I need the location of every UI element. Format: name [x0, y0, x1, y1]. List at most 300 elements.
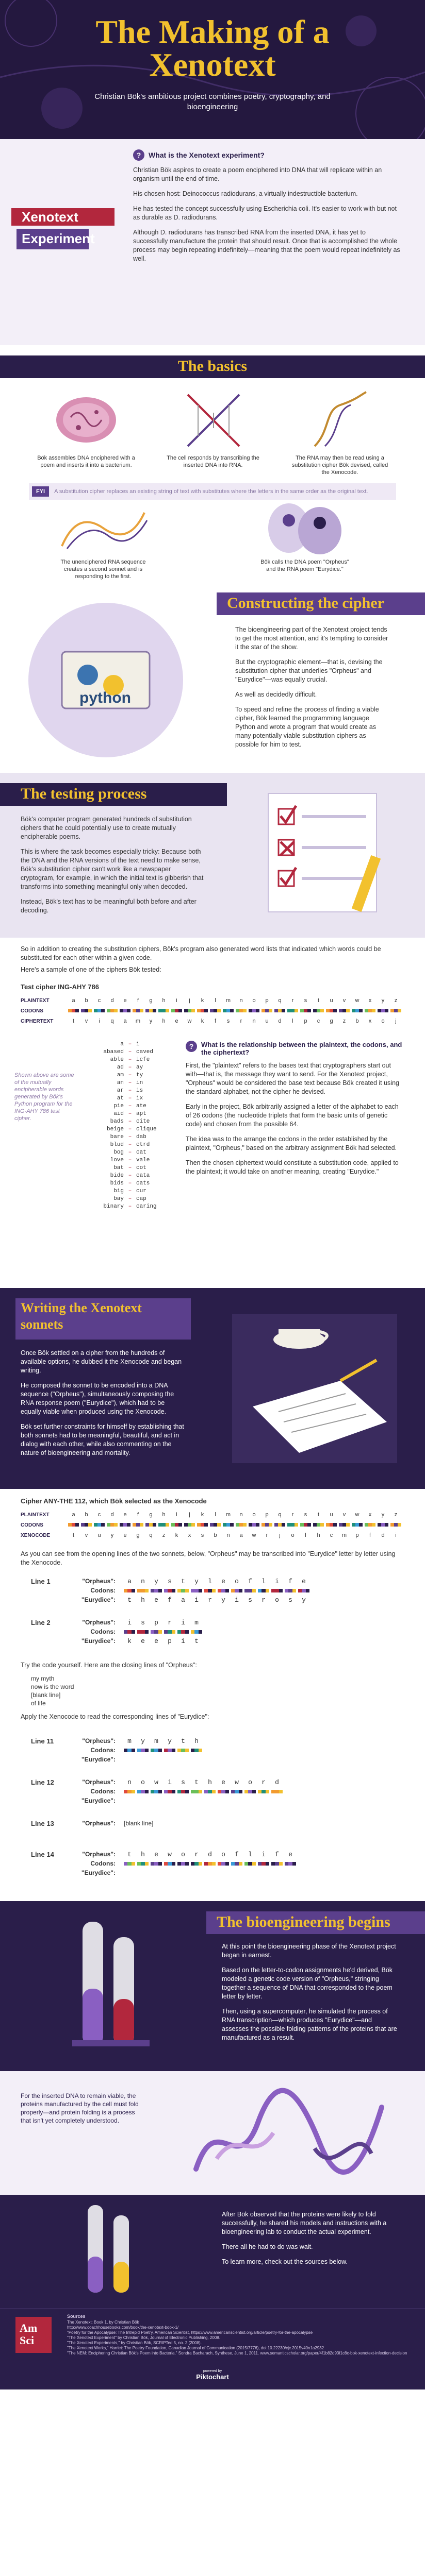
- codon-color-bar: [274, 1523, 286, 1527]
- fyi-note: [29, 483, 396, 500]
- test-cipher-letter-cell: p: [265, 997, 269, 1004]
- codon-color-bar: [124, 1862, 135, 1866]
- codon-color-bar: [249, 1009, 260, 1012]
- sonnet-letter: h: [141, 1850, 145, 1858]
- word-pair-dash: –: [128, 1180, 132, 1187]
- sonnet-line-row: [31, 1745, 392, 1755]
- sonnet-letter: d: [275, 1778, 279, 1786]
- sonnet-letter: t: [181, 1577, 185, 1585]
- source-2[interactable]: http://www.coachhousebooks.com/book/the-xenotext-book-1/: [67, 2325, 179, 2330]
- closing-lines: [31, 1674, 74, 1707]
- intro-p3: He has tested the concept successfully using Escherichia coli. It's easier to work with but not as durable as D. radiodurans.: [133, 205, 397, 221]
- bio-p3: Then, using a supercomputer, he simulated the process of RNA transcription—which produces "Eurydice"—and assesses the possible folding patterns of the proteins that are manufactured as a result.: [222, 2008, 397, 2041]
- word-plain: bat: [113, 1165, 124, 1171]
- xenocode-letter-cell: w: [252, 1532, 256, 1538]
- word-pair-dash: –: [128, 1095, 132, 1101]
- codon-color-bar: [177, 1589, 189, 1592]
- basics-step4: The unenciphered RNA sequence creates a second sonnet and is responding to the first.: [60, 559, 146, 580]
- codon-color-bar: [204, 1589, 216, 1592]
- test-cipher-letter-cell: t: [72, 1018, 75, 1024]
- sonnet-letter: e: [221, 1778, 225, 1786]
- header: [0, 0, 425, 139]
- codon-color-bar: [258, 1862, 269, 1866]
- word-pair-row: [88, 1095, 175, 1103]
- codon-color-bar: [164, 1790, 175, 1793]
- test-cipher-codon-cell: [260, 1008, 273, 1014]
- test-cipher-letter-cell: g: [149, 997, 153, 1004]
- sonnet-letter: w: [235, 1778, 239, 1786]
- xenocode-letter-cell: s: [304, 1512, 307, 1518]
- sonnet-line-head: [31, 1577, 392, 1586]
- try-text: Try the code yourself. Here are the closing lines of "Orpheus":: [21, 1662, 197, 1669]
- test-cipher-letter-cell: n: [239, 997, 243, 1004]
- codon-color-bar: [271, 1589, 283, 1592]
- xenocode-codon-cell: [67, 1522, 80, 1528]
- sonnet-codons: [124, 1862, 296, 1866]
- codon-color-bar: [197, 1523, 208, 1527]
- word-pair-row: [88, 1157, 175, 1164]
- xenocode-letter-cell: o: [252, 1512, 256, 1518]
- word-cipher: cur: [136, 1188, 146, 1194]
- testing-p1: Bök's computer program generated hundreds of substitution ciphers that he could potentially use to create mutually encipherable poems.: [21, 816, 192, 840]
- test-cipher-codon-cell: [196, 1008, 209, 1014]
- xenocode-codon-cell: [299, 1522, 312, 1528]
- fyi-badge: FYI: [32, 486, 49, 497]
- test-cipher-letter-cell: m: [135, 1018, 141, 1024]
- sonnet-letter: y: [221, 1596, 225, 1604]
- sonnet-letter: o: [248, 1778, 252, 1786]
- codon-color-bar: [298, 1589, 309, 1592]
- checklist-illustration: [258, 783, 402, 922]
- word-cipher: i: [136, 1041, 140, 1047]
- writing-illustration: [222, 1303, 407, 1473]
- sonnet-letter: s: [168, 1577, 172, 1585]
- sonnet-line-label: Line 12: [31, 1778, 54, 1786]
- word-pair-row: [88, 1126, 175, 1133]
- codon-color-bar: [365, 1009, 376, 1012]
- sonnet-row-label: "Eurydice":: [81, 1756, 116, 1763]
- dna-illustration: [177, 389, 250, 451]
- sonnet-line-row: [31, 1755, 392, 1764]
- final-section: [0, 2195, 425, 2308]
- test-cipher-codon-cell: [183, 1008, 196, 1014]
- codon-color-bar: [94, 1523, 105, 1527]
- sonnet-row-label: Codons:: [90, 1788, 116, 1795]
- test-cipher-codon-cell: [170, 1008, 183, 1014]
- word-plain: aid: [113, 1111, 124, 1117]
- codon-color-bar: [204, 1790, 216, 1793]
- codon-color-bar: [81, 1523, 92, 1527]
- xenocode-row-label: CODONS: [21, 1522, 43, 1528]
- orpheus-text: [124, 1578, 309, 1585]
- codon-color-bar: [120, 1523, 131, 1527]
- xenocode-codon-cell: [286, 1522, 299, 1528]
- orpheus-label: "Orpheus":: [82, 1619, 116, 1626]
- word-pair-row: [88, 1103, 175, 1110]
- sonnet-letter: e: [154, 1637, 158, 1645]
- orpheus-eurydice-illustration: [258, 500, 351, 556]
- sonnet-line-block: [31, 1577, 392, 1604]
- codon-color-bar: [378, 1009, 389, 1012]
- word-plain: a: [120, 1041, 124, 1047]
- codon-color-bar: [184, 1009, 195, 1012]
- sonnet-letter: k: [127, 1637, 132, 1645]
- word-pairs-list: [88, 1041, 175, 1211]
- sonnet-codons: [124, 1589, 309, 1592]
- brand-name: Piktochart: [196, 2373, 229, 2381]
- codon-color-bar: [223, 1523, 234, 1527]
- wordlist-question: What is the relationship between the plaintext, the codons, and the ciphertext?: [201, 1041, 402, 1056]
- codon-color-bar: [137, 1630, 149, 1634]
- cipher-section: [0, 592, 425, 773]
- sonnet-letter: o: [141, 1778, 145, 1786]
- test-cipher-letter-cell: h: [162, 997, 166, 1004]
- codon-color-bar: [313, 1523, 324, 1527]
- sonnet-line-block: [31, 1777, 392, 1805]
- word-pair-row: [88, 1172, 175, 1180]
- word-cipher: clique: [136, 1126, 157, 1132]
- codon-color-bar: [164, 1630, 175, 1634]
- protein-section: [0, 2071, 425, 2195]
- xenocode-letter-cell: b: [214, 1532, 217, 1538]
- sonnet-line-block: [31, 1736, 392, 1764]
- test-cipher-letter-cell: i: [176, 997, 177, 1004]
- codon-color-bar: [218, 1589, 229, 1592]
- xenocode-explain: As you can see from the opening lines of the two sonnets, below, "Orpheus" may be transcribed into "Eurydice" letter by letter using the Xenocode.: [21, 1550, 396, 1566]
- sonnet-letter: s: [248, 1596, 252, 1604]
- codon-color-bar: [231, 1790, 242, 1793]
- writing-heading-line1: Writing the Xenotext: [21, 1300, 142, 1315]
- word-cipher: cite: [136, 1118, 150, 1125]
- word-plain: pie: [113, 1103, 124, 1109]
- sonnet-letter: f: [168, 1596, 172, 1604]
- bio-heading: The bioengineering begins: [217, 1913, 390, 1930]
- codon-color-bar: [339, 1009, 350, 1012]
- wordlist-side-note: Shown above are some of the mutually encipherable words generated by Bök's Python program for the ING-AHY 786 test cipher.: [14, 1072, 74, 1122]
- sonnet-letter: n: [141, 1577, 145, 1585]
- sonnet-letter: h: [208, 1778, 212, 1786]
- try-section: [0, 1659, 425, 1731]
- sonnet-letter: y: [168, 1737, 172, 1745]
- codon-color-bar: [177, 1790, 189, 1793]
- codon-color-bar: [184, 1523, 195, 1527]
- test-cipher-letter-cell: g: [330, 1018, 333, 1024]
- codon-color-bar: [249, 1523, 260, 1527]
- sonnet-letter: r: [261, 1596, 266, 1604]
- word-pair-row: [88, 1203, 175, 1211]
- sonnet-letter: p: [154, 1618, 158, 1626]
- sonnet-letter: e: [154, 1850, 158, 1858]
- word-plain: beige: [106, 1126, 124, 1132]
- closing-line-3: [blank line]: [31, 1691, 61, 1699]
- sonnet-row-label: "Eurydice":: [81, 1637, 116, 1645]
- orpheus-text: [124, 1619, 202, 1626]
- sonnet-line-row: [31, 1796, 392, 1805]
- test-cipher-letter-cell: i: [99, 1018, 100, 1024]
- word-cipher: cat: [136, 1149, 146, 1156]
- word-plain: binary: [103, 1204, 124, 1210]
- test-cipher-letter-cell: s: [226, 1018, 230, 1024]
- codon-color-bar: [145, 1523, 157, 1527]
- test-cipher-letter-cell: d: [278, 1018, 282, 1024]
- word-pair-dash: –: [128, 1111, 132, 1117]
- word-pair-dash: –: [128, 1173, 132, 1179]
- test-cipher-letter-cell: r: [240, 1018, 242, 1024]
- writing-heading-line2: sonnets: [21, 1317, 63, 1332]
- sonnet-letter: i: [194, 1596, 199, 1604]
- sonnet-line-row: [31, 1787, 392, 1796]
- source-6: "The Xenotext Works," Harriet: The Poetry Foundation, Canadian Journal of Communication (2015/7776), doi:10.22230/cjc.2015v40n1a2932: [67, 2346, 324, 2350]
- xenocode-letter-cell: t: [317, 1512, 320, 1518]
- sonnet-row-label: Codons:: [90, 1628, 116, 1635]
- codon-color-bar: [244, 1790, 256, 1793]
- codon-color-bar: [287, 1523, 299, 1527]
- sonnet-line-head: [31, 1618, 392, 1627]
- codon-color-bar: [287, 1009, 299, 1012]
- sonnet-line-row: [31, 1586, 392, 1595]
- sonnet-letter: i: [275, 1577, 279, 1585]
- test-cipher-codon-cell: [132, 1008, 144, 1014]
- test-cipher-letter-cell: n: [252, 1018, 256, 1024]
- codon-color-bar: [158, 1009, 170, 1012]
- word-pair-dash: –: [128, 1064, 132, 1071]
- test-cipher-letter-cell: m: [225, 997, 231, 1004]
- test-cipher-codon-cell: [144, 1008, 157, 1014]
- test-cipher-codon-cell: [351, 1008, 364, 1014]
- word-pair-dash: –: [128, 1057, 132, 1063]
- xenocode-letter-cell: h: [317, 1532, 320, 1538]
- xenocode-letter-cell: g: [136, 1532, 140, 1538]
- fyi-text: A substitution cipher replaces an existing string of text with substitutes where the letters in the same order as the original text.: [54, 488, 368, 495]
- xenocode-letter-cell: v: [342, 1512, 346, 1518]
- question-icon: ?: [133, 149, 144, 161]
- xenocode-codon-cell: [196, 1522, 209, 1528]
- xenotext-badge: [11, 201, 115, 258]
- codon-color-bar: [107, 1523, 118, 1527]
- word-pair-dash: –: [128, 1126, 132, 1132]
- xenocode-letter-cell: s: [201, 1532, 204, 1538]
- word-plain: blud: [110, 1142, 124, 1148]
- word-pair-row: [88, 1064, 175, 1072]
- test-cipher-letter-cell: x: [368, 997, 372, 1004]
- xenocode-letter-cell: a: [72, 1512, 75, 1518]
- sonnet-letter: f: [275, 1850, 279, 1858]
- xenocode-letter-cell: k: [201, 1512, 204, 1518]
- sonnet-letter: l: [261, 1577, 266, 1585]
- sonnet-letter: h: [194, 1737, 199, 1745]
- word-plain: big: [113, 1188, 124, 1194]
- xenocode-codon-cell: [222, 1522, 235, 1528]
- test-cipher-row: [21, 1006, 413, 1016]
- xenocode-letter-cell: v: [85, 1532, 88, 1538]
- powered-by: powered by: [203, 2369, 222, 2373]
- codon-color-bar: [390, 1523, 402, 1527]
- sonnet-letter: r: [194, 1850, 199, 1858]
- test-cipher-codon-cell: [106, 1008, 119, 1014]
- codon-color-bar: [191, 1589, 202, 1592]
- codon-color-bar: [218, 1790, 229, 1793]
- piktochart-badge[interactable]: [186, 2369, 239, 2385]
- sonnet-lines-top: [0, 1571, 425, 1659]
- test-cipher-codon-cell: [119, 1008, 132, 1014]
- test-cipher-letter-cell: e: [175, 1018, 178, 1024]
- badge-line1: Xenotext: [22, 209, 78, 225]
- basics-section: [0, 345, 425, 592]
- testing-heading: The testing process: [21, 785, 147, 802]
- xenocode-codon-cell: [119, 1522, 132, 1528]
- codon-color-bar: [236, 1523, 247, 1527]
- writing-p2: He composed the sonnet to be encoded into a DNA sequence ("Orpheus"), simultaneously composing the RNA response poem ("Eurydice"), which had to be equally viable when produced using the Xenocode.: [21, 1382, 174, 1415]
- test-cipher-codon-cell: [286, 1008, 299, 1014]
- test-cipher-codon-cell: [93, 1008, 106, 1014]
- sonnet-letter: r: [208, 1596, 212, 1604]
- sonnet-line-row: [31, 1868, 392, 1877]
- wordlist-p1: First, the "plaintext" refers to the bases text that cryptographers start out with—that is, the message they want to send. For the Xenotext project, "Orpheus" would be considered the base text because Bök created it using the standard alphabet, not the cipher he devised.: [186, 1062, 399, 1095]
- word-pair-dash: –: [128, 1196, 132, 1202]
- orpheus-label: "Orpheus":: [82, 1578, 116, 1585]
- word-cipher: vale: [136, 1157, 150, 1163]
- cipher-p4: To speed and refine the process of finding a viable cipher, Bök learned the programming language Python and wrote a program that would create as many potentially viable substitution ciphers as possible for him to test.: [235, 706, 379, 748]
- sonnet-row-label: "Eurydice":: [81, 1596, 116, 1603]
- cipher-p2: But the cryptographic element—that is, devising the substitution cipher that underlies "Orpheus" and "Eurydice"—was equally crucial.: [235, 658, 383, 683]
- test-cipher-row-label: PLAINTEXT: [21, 997, 50, 1004]
- word-plain: love: [110, 1157, 124, 1163]
- xenocode-letter-cell: q: [278, 1512, 282, 1518]
- codon-color-bar: [177, 1630, 189, 1634]
- test-cipher-letter-cell: j: [395, 1018, 397, 1024]
- sonnet-codons: [124, 1630, 202, 1634]
- word-pair-dash: –: [128, 1134, 132, 1140]
- xenocode-codon-cell: [235, 1522, 248, 1528]
- amsci-logo: [15, 2317, 52, 2353]
- codon-color-bar: [271, 1790, 283, 1793]
- sonnet-line-label: Line 2: [31, 1618, 51, 1626]
- codon-color-bar: [145, 1009, 157, 1012]
- orpheus-text: [124, 1778, 283, 1786]
- word-pair-dash: –: [128, 1049, 132, 1055]
- codon-color-bar: [300, 1523, 312, 1527]
- xenocode-codon-cell: [248, 1522, 260, 1528]
- test-cipher-row-label: CIPHERTEXT: [21, 1018, 54, 1024]
- xenocode-codon-cell: [325, 1522, 338, 1528]
- codon-color-bar: [137, 1749, 149, 1752]
- codon-color-bar: [158, 1523, 170, 1527]
- test-cipher-letter-cell: d: [110, 997, 114, 1004]
- codon-color-bar: [164, 1749, 175, 1752]
- cipher-p3: As well as decidedly difficult.: [235, 691, 317, 698]
- sonnet-letter: i: [261, 1850, 266, 1858]
- word-pair-dash: –: [128, 1142, 132, 1148]
- codon-color-bar: [339, 1523, 350, 1527]
- word-plain: am: [117, 1072, 124, 1078]
- word-cipher: ix: [136, 1095, 143, 1101]
- sonnet-letter: p: [168, 1637, 172, 1645]
- test-cipher-row: [21, 1016, 413, 1026]
- test-cipher-letter-cell: o: [252, 997, 256, 1004]
- sonnet-letter: s: [181, 1778, 185, 1786]
- word-plain: bay: [113, 1196, 124, 1202]
- xenocode-letter-cell: i: [395, 1532, 397, 1538]
- test-cipher-letter-cell: z: [342, 1018, 346, 1024]
- word-plain: bog: [113, 1149, 124, 1156]
- sonnet-line-row: [31, 1636, 392, 1646]
- final-p1: After Bök observed that the proteins were likely to fold successfully, he shared his models and instructions with a bioengineering lab to conduct the actual experiment.: [222, 2211, 387, 2235]
- codon-color-bar: [300, 1009, 312, 1012]
- xenocode-codon-cell: [170, 1522, 183, 1528]
- word-pair-dash: –: [128, 1149, 132, 1156]
- codon-color-bar: [177, 1749, 189, 1752]
- codon-color-bar: [107, 1009, 118, 1012]
- sonnet-letter: f: [235, 1850, 239, 1858]
- codon-color-bar: [261, 1009, 273, 1012]
- codon-color-bar: [120, 1009, 131, 1012]
- xenocode-codon-cell: [389, 1522, 402, 1528]
- word-cipher: icfe: [136, 1057, 150, 1063]
- codon-color-bar: [133, 1009, 144, 1012]
- sonnet-letter: y: [194, 1577, 199, 1585]
- test-cipher-letter-cell: x: [368, 1018, 372, 1024]
- test-cipher-codon-cell: [364, 1008, 377, 1014]
- xenocode-letter-cell: n: [226, 1532, 230, 1538]
- word-pair-row: [88, 1072, 175, 1079]
- word-pair-row: [88, 1087, 175, 1095]
- test-cipher-letter-cell: o: [381, 1018, 385, 1024]
- codon-color-bar: [258, 1589, 269, 1592]
- test-cipher-codon-cell: [325, 1008, 338, 1014]
- intro-p1: Christian Bök aspires to create a poem enciphered into DNA that will replicate within an organism until the end of time.: [133, 166, 382, 182]
- xenocode-letter-cell: j: [189, 1512, 190, 1518]
- codon-color-bar: [204, 1862, 216, 1866]
- word-plain: abased: [103, 1049, 124, 1055]
- test-cipher-title: Test cipher ING-AHY 786: [21, 983, 99, 991]
- xenocode-letter-cell: x: [368, 1512, 372, 1518]
- xenocode-letter-cell: j: [279, 1532, 281, 1538]
- orpheus-text: [blank line]: [124, 1820, 154, 1827]
- xenocode-letter-cell: f: [137, 1512, 139, 1518]
- final-tubes-illustration: [57, 2200, 181, 2303]
- sonnet-letter: o: [181, 1850, 185, 1858]
- codon-color-bar: [124, 1589, 135, 1592]
- word-pair-dash: –: [128, 1165, 132, 1171]
- codon-color-bar: [244, 1589, 256, 1592]
- xenocode-letter-cell: d: [381, 1532, 385, 1538]
- bio-section: [0, 1901, 425, 2071]
- xenocode-letter-cell: x: [188, 1532, 191, 1538]
- sonnet-codons: [124, 1749, 202, 1752]
- wordlist-p4: Then the chosen ciphertext would constitute a substitution code, applied to the plaintext; it would take on another meaning, creating "Eurydice.": [186, 1159, 399, 1175]
- xenocode-letter-cell: c: [330, 1532, 333, 1538]
- sonnet-letter: d: [208, 1850, 212, 1858]
- codon-color-bar: [274, 1009, 286, 1012]
- sonnet-letter: t: [181, 1737, 185, 1745]
- sonnet-letter: y: [302, 1596, 306, 1604]
- test-cipher-letter-cell: c: [317, 1018, 320, 1024]
- final-p3: To learn more, check out the sources below.: [222, 2258, 348, 2265]
- orpheus-label: "Orpheus":: [82, 1851, 116, 1858]
- word-pair-row: [88, 1110, 175, 1118]
- writing-p3: Bök set further constraints for himself by establishing that both sonnets had to be meaningful, beautiful, and act in dialog with each other, while also commenting on the nature of bioengineering and mortality.: [21, 1423, 184, 1456]
- codon-color-bar: [164, 1862, 175, 1866]
- sonnet-letter: w: [168, 1850, 172, 1858]
- cipher-heading: Constructing the cipher: [227, 595, 384, 612]
- sonnet-letter: n: [127, 1778, 132, 1786]
- test-cipher-letter-cell: y: [149, 1018, 153, 1024]
- testing-section: [0, 773, 425, 938]
- word-pair-dash: –: [128, 1157, 132, 1163]
- test-cipher-letter-cell: q: [110, 1018, 114, 1024]
- codon-color-bar: [68, 1009, 79, 1012]
- xenocode-codon-cell: [144, 1522, 157, 1528]
